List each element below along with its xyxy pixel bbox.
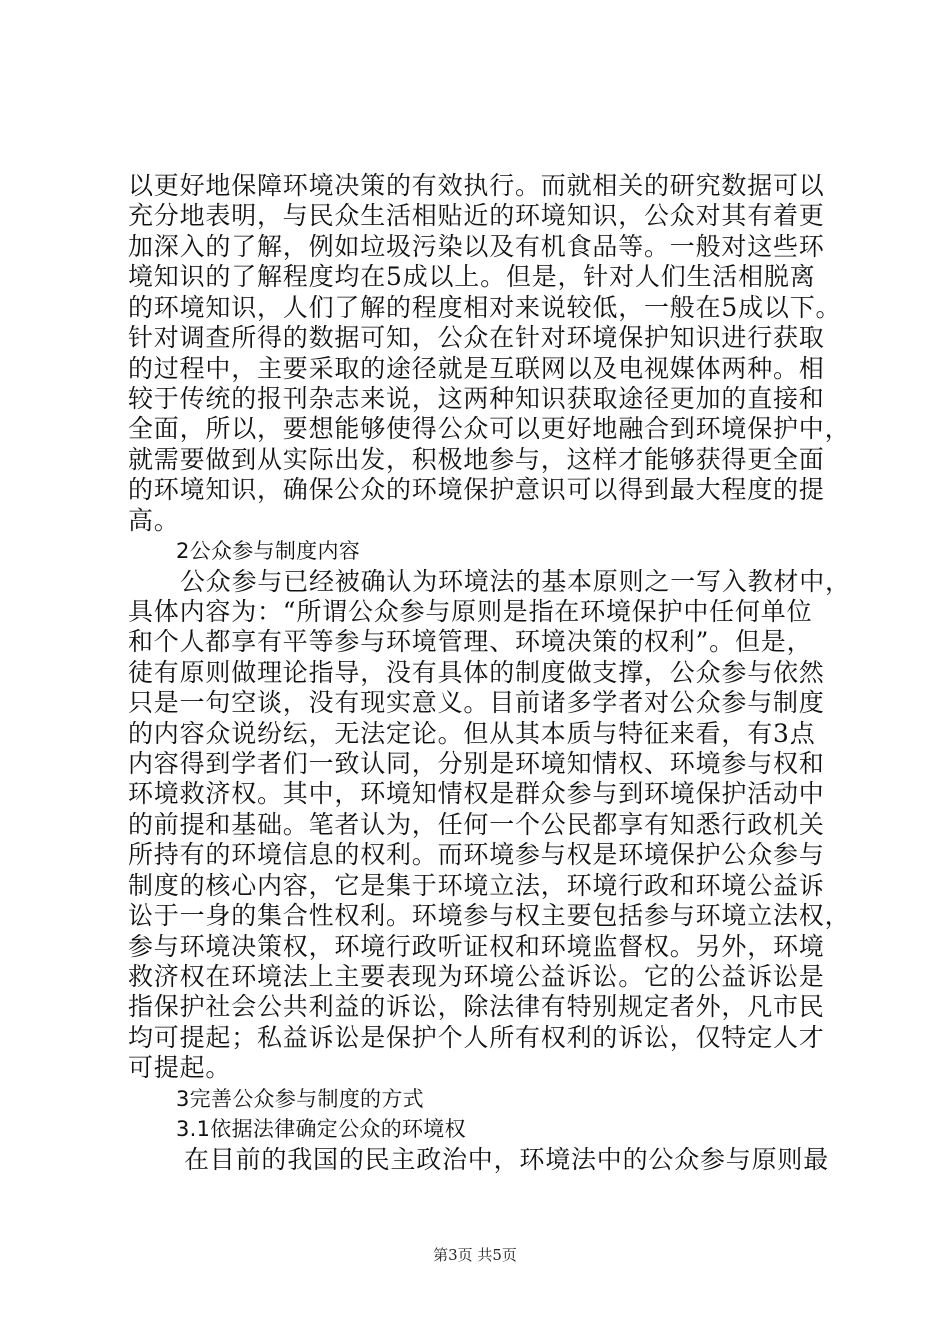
body-text-line: 针对调查所得的数据可知，公众在针对环境保护知识进行获取 [128, 323, 825, 353]
body-text-line: 和个人都享有平等参与环境管理、环境决策的权利”。但是， [128, 627, 813, 657]
body-text-line: 的环境知识，确保公众的环境保护意识可以得到最大程度的提 [128, 475, 825, 505]
body-text-line: 均可提起；私益诉讼是保护个人所有权利的诉讼，仅特定人才 [128, 1022, 825, 1052]
body-text-line: 的过程中，主要采取的途径就是互联网以及电视媒体两种。相 [128, 353, 825, 383]
body-text-line: 救济权在环境法上主要表现为环境公益诉讼。它的公益诉讼是 [128, 962, 825, 992]
body-text-line: 境知识的了解程度均在5成以上。但是，针对人们生活相脱离 [128, 262, 816, 292]
body-text-line: 的环境知识，人们了解的程度相对来说较低，一般在5成以下。 [128, 292, 842, 322]
body-text-line: 全面，所以，要想能够使得公众可以更好地融合到环境保护中， [128, 414, 851, 444]
body-text-line: 制度的核心内容，它是集于环境立法，环境行政和环境公益诉 [128, 870, 825, 900]
body-text-line: 以更好地保障环境决策的有效执行。而就相关的研究数据可以 [128, 171, 825, 200]
body-text-line: 所持有的环境信息的权利。而环境参与权是环境保护公众参与 [128, 840, 825, 870]
body-text-line: 的前提和基础。笔者认为，任何一个公民都享有知悉行政机关 [128, 809, 825, 839]
page-footer: 第3页 共5页 [433, 1246, 517, 1264]
subsection-heading-3-1: 3.1依据法律确定公众的环境权 [176, 1117, 466, 1142]
body-text-line: 只是一句空谈，没有现实意义。目前诸多学者对公众参与制度 [128, 688, 825, 718]
body-text-line: 徒有原则做理论指导，没有具体的制度做支撑，公众参与依然 [128, 657, 825, 687]
body-text-line: 环境救济权。其中，环境知情权是群众参与到环境保护活动中 [128, 779, 825, 809]
body-text-line: 在目前的我国的民主政治中，环境法中的公众参与原则最 [184, 1144, 830, 1174]
body-text-line: 加深入的了解，例如垃圾污染以及有机食品等。一般对这些环 [128, 231, 825, 261]
section-heading-2: 2公众参与制度内容 [176, 539, 361, 564]
body-text-line: 就需要做到从实际出发，积极地参与，这样才能够获得更全面 [128, 444, 825, 474]
body-text-line: 公众参与已经被确认为环境法的基本原则之一写入教材中， [180, 566, 851, 596]
section-heading-3: 3完善公众参与制度的方式 [176, 1086, 424, 1111]
body-text-line: 指保护社会公共利益的诉讼，除法律有特别规定者外，凡市民 [128, 992, 825, 1022]
body-text-line: 可提起。 [128, 1053, 232, 1083]
body-text-line: 具体内容为：“所谓公众参与原则是指在环境保护中任何单位 [128, 596, 813, 626]
body-text-line: 高。 [128, 505, 180, 535]
body-text-line: 较于传统的报刊杂志来说，这两种知识获取途径更加的直接和 [128, 383, 825, 413]
body-text-line: 的内容众说纷纭，无法定论。但从其本质与特征来看，有3点 [128, 718, 816, 748]
body-text-line: 参与环境决策权，环境行政听证权和环境监督权。另外，环境 [128, 931, 825, 961]
body-text-line: 充分地表明，与民众生活相贴近的环境知识，公众对其有着更 [128, 201, 825, 231]
body-text-line: 内容得到学者们一致认同，分别是环境知情权、环境参与权和 [128, 749, 825, 779]
body-text-line: 讼于一身的集合性权利。环境参与权主要包括参与环境立法权， [128, 901, 851, 931]
